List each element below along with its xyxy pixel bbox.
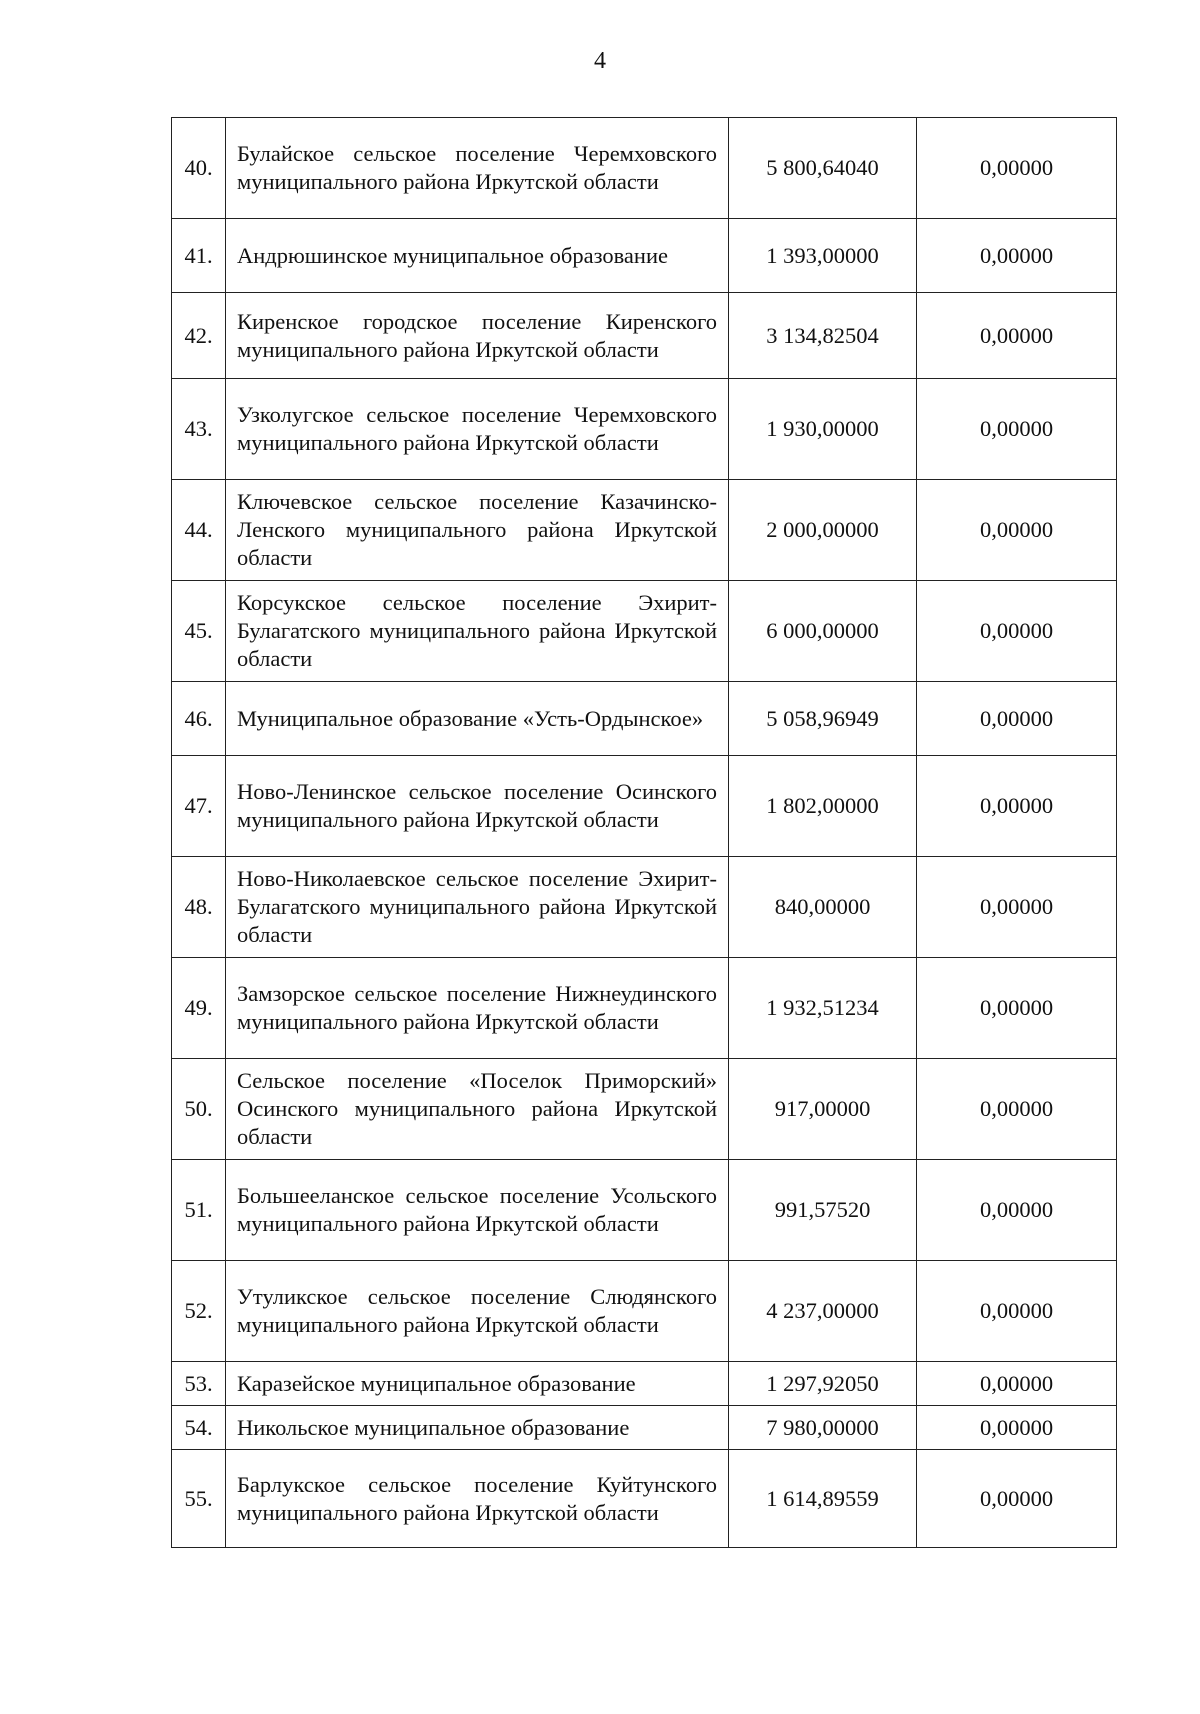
second-amount-cell: 0,00000 <box>917 857 1117 958</box>
second-amount-cell: 0,00000 <box>917 1059 1117 1160</box>
row-number: 54. <box>172 1406 226 1450</box>
second-amount-cell: 0,00000 <box>917 756 1117 857</box>
amount-cell: 991,57520 <box>729 1160 917 1261</box>
row-number: 42. <box>172 293 226 379</box>
second-amount-cell: 0,00000 <box>917 118 1117 219</box>
row-number: 48. <box>172 857 226 958</box>
table-row <box>172 1406 1117 1450</box>
row-number: 45. <box>172 581 226 682</box>
table-row <box>172 1362 1117 1406</box>
amount-cell: 6 000,00000 <box>729 581 917 682</box>
table-row <box>172 293 1117 379</box>
table-row <box>172 480 1117 581</box>
municipality-name: Киренское городское поселение Киренского муниципального района Иркутской области <box>226 293 729 379</box>
amount-cell: 5 800,64040 <box>729 118 917 219</box>
row-number: 50. <box>172 1059 226 1160</box>
amount-cell: 1 297,92050 <box>729 1362 917 1406</box>
municipality-name: Ключевское сельское поселение Казачинско-Ленского муниципального района Иркутской области <box>226 480 729 581</box>
second-amount-cell: 0,00000 <box>917 581 1117 682</box>
municipality-name: Сельское поселение «Поселок Приморский» Осинского муниципального района Иркутской области <box>226 1059 729 1160</box>
row-number: 46. <box>172 682 226 756</box>
second-amount-cell: 0,00000 <box>917 219 1117 293</box>
amount-cell: 917,00000 <box>729 1059 917 1160</box>
amount-cell: 1 393,00000 <box>729 219 917 293</box>
amount-cell: 1 932,51234 <box>729 958 917 1059</box>
amount-cell: 3 134,82504 <box>729 293 917 379</box>
municipality-name: Ново-Ленинское сельское поселение Осинского муниципального района Иркутской области <box>226 756 729 857</box>
row-number: 47. <box>172 756 226 857</box>
second-amount-cell: 0,00000 <box>917 1261 1117 1362</box>
table-row <box>172 1261 1117 1362</box>
row-number: 53. <box>172 1362 226 1406</box>
amount-cell: 2 000,00000 <box>729 480 917 581</box>
municipality-name: Андрюшинское муниципальное образование <box>226 219 729 293</box>
table-row <box>172 682 1117 756</box>
second-amount-cell: 0,00000 <box>917 1362 1117 1406</box>
table-row <box>172 958 1117 1059</box>
second-amount-cell: 0,00000 <box>917 682 1117 756</box>
second-amount-cell: 0,00000 <box>917 293 1117 379</box>
table-row <box>172 756 1117 857</box>
municipality-name: Барлукское сельское поселение Куйтунского муниципального района Иркутской области <box>226 1450 729 1548</box>
second-amount-cell: 0,00000 <box>917 1160 1117 1261</box>
amount-cell: 1 614,89559 <box>729 1450 917 1548</box>
table-row <box>172 1450 1117 1548</box>
municipality-name: Узколугское сельское поселение Черемховского муниципального района Иркутской области <box>226 379 729 480</box>
amount-cell: 1 802,00000 <box>729 756 917 857</box>
second-amount-cell: 0,00000 <box>917 379 1117 480</box>
municipality-name: Каразейское муниципальное образование <box>226 1362 729 1406</box>
amount-cell: 840,00000 <box>729 857 917 958</box>
row-number: 44. <box>172 480 226 581</box>
second-amount-cell: 0,00000 <box>917 1450 1117 1548</box>
table-row <box>172 581 1117 682</box>
table-row <box>172 118 1117 219</box>
row-number: 49. <box>172 958 226 1059</box>
row-number: 40. <box>172 118 226 219</box>
amount-cell: 4 237,00000 <box>729 1261 917 1362</box>
row-number: 52. <box>172 1261 226 1362</box>
table-row <box>172 379 1117 480</box>
municipality-name: Корсукское сельское поселение Эхирит-Булагатского муниципального района Иркутской области <box>226 581 729 682</box>
amount-cell: 1 930,00000 <box>729 379 917 480</box>
table-row <box>172 1160 1117 1261</box>
row-number: 55. <box>172 1450 226 1548</box>
municipality-name: Большееланское сельское поселение Усольского муниципального района Иркутской области <box>226 1160 729 1261</box>
second-amount-cell: 0,00000 <box>917 1406 1117 1450</box>
municipality-name: Булайское сельское поселение Черемховского муниципального района Иркутской области <box>226 118 729 219</box>
row-number: 43. <box>172 379 226 480</box>
municipality-name: Никольское муниципальное образование <box>226 1406 729 1450</box>
amount-cell: 5 058,96949 <box>729 682 917 756</box>
second-amount-cell: 0,00000 <box>917 480 1117 581</box>
municipality-name: Замзорское сельское поселение Нижнеудинского муниципального района Иркутской области <box>226 958 729 1059</box>
second-amount-cell: 0,00000 <box>917 958 1117 1059</box>
municipality-name: Муниципальное образование «Усть-Ордынское» <box>226 682 729 756</box>
table-row <box>172 1059 1117 1160</box>
amount-cell: 7 980,00000 <box>729 1406 917 1450</box>
row-number: 51. <box>172 1160 226 1261</box>
allocation-table <box>171 117 1117 1548</box>
row-number: 41. <box>172 219 226 293</box>
page-number: 4 <box>594 48 606 74</box>
table-row <box>172 219 1117 293</box>
table-row <box>172 857 1117 958</box>
municipality-name: Ново-Николаевское сельское поселение Эхирит-Булагатского муниципального района Иркутской области <box>226 857 729 958</box>
municipality-name: Утуликское сельское поселение Слюдянского муниципального района Иркутской области <box>226 1261 729 1362</box>
